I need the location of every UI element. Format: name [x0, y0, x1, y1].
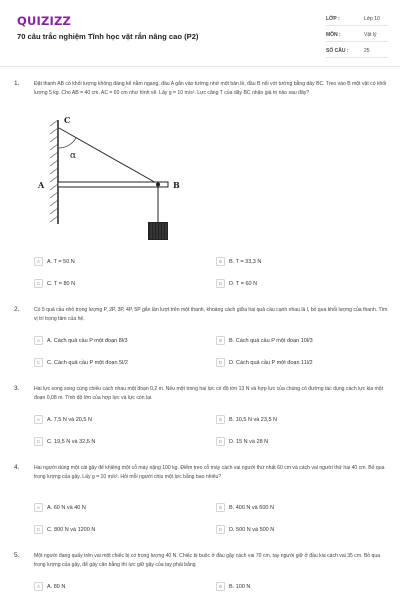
question-number: 5.: [14, 552, 20, 559]
option-letter: A: [34, 582, 43, 591]
option-letter: C: [34, 358, 43, 367]
option-letter: C: [34, 525, 43, 534]
meta-class: [326, 12, 388, 26]
wall-hatch: [50, 120, 58, 222]
option-letter: D: [216, 279, 225, 288]
quizizz-logo: QUIZIZZ: [17, 14, 72, 28]
rod-ab: [58, 182, 168, 187]
option-c[interactable]: [34, 358, 128, 367]
option-letter: D: [216, 525, 225, 534]
option-a[interactable]: [34, 257, 75, 266]
option-label: C. 19,5 N và 32,5 N: [47, 438, 96, 445]
option-label: C. Cách quả cầu P một đoạn 5l/2: [47, 359, 128, 366]
option-a[interactable]: [34, 336, 128, 345]
option-d[interactable]: [216, 437, 268, 446]
option-label: C. T = 80 N: [47, 280, 76, 287]
option-letter: B: [216, 503, 225, 512]
meta-count: [326, 44, 388, 58]
option-label: B. 10,5 N và 23,5 N: [229, 416, 277, 423]
meta-subject-value: Vật lý: [364, 32, 377, 38]
header-divider: [0, 66, 400, 67]
option-letter: B: [216, 257, 225, 266]
option-label: A. Cách quả cầu P một đoạn 8l/3: [47, 337, 128, 344]
question-number: 3.: [14, 385, 20, 392]
option-d[interactable]: [216, 358, 313, 367]
option-letter: A: [34, 503, 43, 512]
option-b[interactable]: [216, 503, 274, 512]
label-b: B: [173, 180, 180, 190]
page-title: 70 câu trắc nghiệm Tĩnh học vật rắn nâng cao (P2): [17, 32, 199, 41]
option-letter: D: [216, 437, 225, 446]
question-number: 1.: [14, 80, 20, 87]
label-a: A: [38, 180, 45, 190]
question-text: Có 5 quả cầu nhỏ trọng lượng P, 2P, 3P, 4P, 5P gắn lần lượt trên một thanh, khoảng cách giữa hai quả cầu cạnh nhau là l, bỏ qua khối lượng của thanh. Tìm vị trí trọng tâm của hệ.: [34, 307, 388, 322]
meta-subject: [326, 28, 388, 42]
meta-subject-label: MÔN :: [326, 32, 341, 38]
option-label: B. T = 33,3 N: [229, 258, 262, 265]
option-letter: C: [34, 437, 43, 446]
label-c: C: [64, 115, 71, 125]
option-letter: A: [34, 415, 43, 424]
question-text: Hai người dùng một cái gậy để khiêng một cỗ máy nặng 100 kg. Điểm treo cỗ máy cách vai người thứ nhất 60 cm và cách vai người thứ hai 40 cm. Bỏ qua trọng lượng của gậy. Lấy g = 10 m/s². Hỏi mỗi người chịu một lực bằng bao nhiêu?: [34, 465, 385, 480]
option-c[interactable]: [34, 437, 95, 446]
option-b[interactable]: [216, 415, 277, 424]
option-letter: C: [34, 279, 43, 288]
option-c[interactable]: [34, 279, 75, 288]
option-c[interactable]: [34, 525, 95, 534]
meta-class-label: LỚP :: [326, 16, 340, 22]
question-number: 4.: [14, 464, 20, 471]
angle-arc: [59, 138, 76, 148]
question-text: Một người đang quẩy trên vai một chiếc bị có trọng lượng 40 N. Chiếc bị buộc ở đầu gậy cách vai 70 cm, tay người giữ ở đầu kia cách vai 35 cm. Bỏ qua trọng lượng của gậy, để gậy cân bằng thì lực giữ gậy của tay phải bằng: [34, 553, 381, 568]
meta-count-value: 25: [364, 48, 370, 54]
option-label: B. 100 N: [229, 583, 251, 590]
question-text: Đặt thanh AB có khối lượng không đáng kể nằm ngang, đầu A gắn vào tường nhờ một bản lề, đầu B nối với tường bằng dây BC. Treo vào B một vật có khối lượng 5 kg. Cho AB = 40 cm, AC = 60 cm như hình vẽ. Lấy g = 10 m/s². Lực căng T của dây BC nhận giá trị nào sau đây?: [34, 81, 387, 96]
option-label: B. 400 N và 600 N: [229, 504, 274, 511]
option-a[interactable]: [34, 503, 86, 512]
point-b: [156, 183, 160, 187]
option-a[interactable]: [34, 582, 65, 591]
option-b[interactable]: [216, 257, 261, 266]
option-label: D. Cách quả cầu P một đoạn 11l/2: [229, 359, 313, 366]
option-a[interactable]: [34, 415, 92, 424]
option-b[interactable]: [216, 582, 250, 591]
option-label: D. T = 60 N: [229, 280, 258, 287]
option-d[interactable]: [216, 525, 274, 534]
meta-count-label: SỐ CÂU :: [326, 48, 349, 54]
question-number: 2.: [14, 306, 20, 313]
option-letter: D: [216, 358, 225, 367]
option-d[interactable]: [216, 279, 257, 288]
option-b[interactable]: [216, 336, 313, 345]
option-letter: B: [216, 336, 225, 345]
option-letter: B: [216, 415, 225, 424]
lever-diagram: [30, 112, 190, 250]
option-label: A. 60 N và 40 N: [47, 504, 86, 511]
option-label: C. 800 N và 1200 N: [47, 526, 96, 533]
option-letter: A: [34, 336, 43, 345]
option-letter: B: [216, 582, 225, 591]
option-label: A. 7,5 N và 20,5 N: [47, 416, 92, 423]
header: [0, 0, 400, 66]
label-alpha: α: [70, 151, 77, 161]
meta-class-value: Lớp 10: [364, 16, 380, 22]
option-label: B. Cách quả cầu P một đoạn 10l/3: [229, 337, 313, 344]
question-text: Hai lực song song cùng chiều cách nhau một đoạn 0,2 m. Nếu một trong hai lực có độ lớn 13 N và hợp lực của chúng có đường tác dụng cách lực kia một đoạn 0,08 m. Tính độ lớn của hợp lực và lực còn lại.: [34, 386, 384, 401]
option-label: A. T = 50 N: [47, 258, 75, 265]
option-label: A. 80 N: [47, 583, 66, 590]
option-letter: A: [34, 257, 43, 266]
option-label: D. 500 N và 500 N: [229, 526, 275, 533]
option-label: D. 15 N và 28 N: [229, 438, 269, 445]
